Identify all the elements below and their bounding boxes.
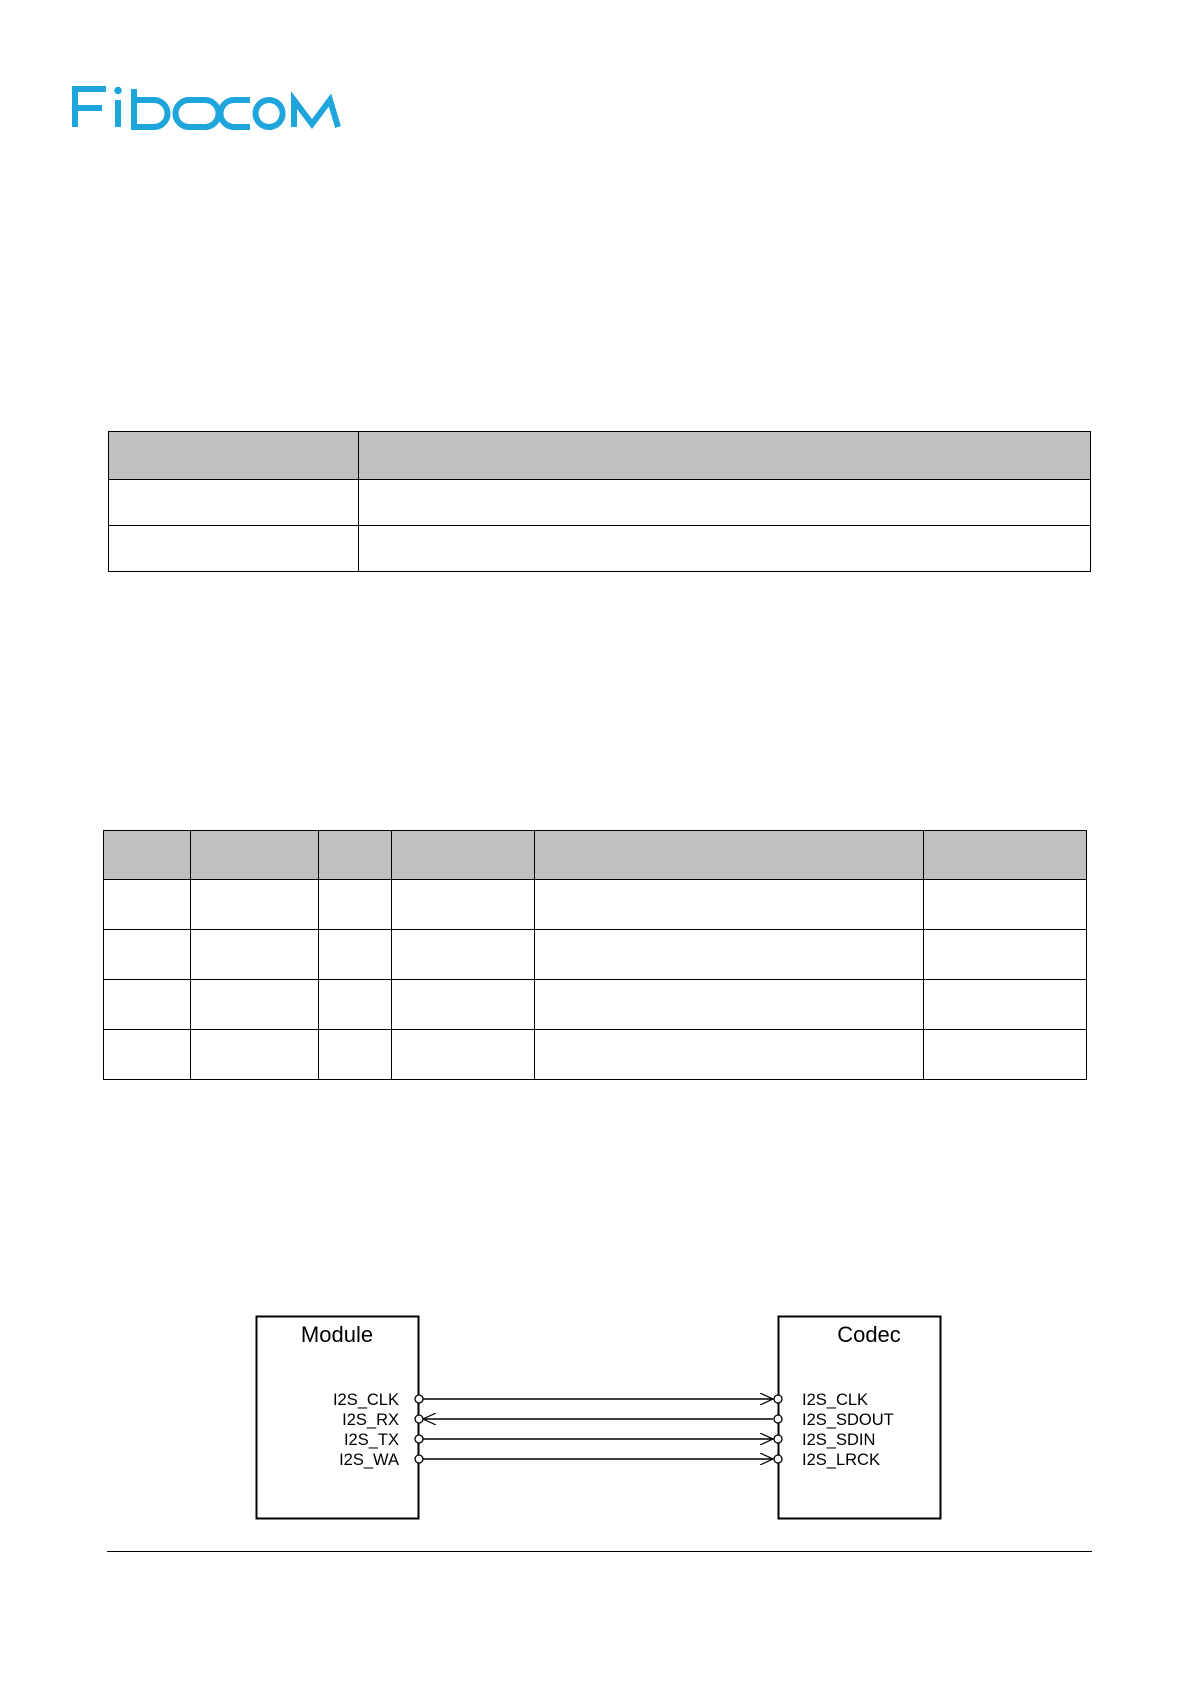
module-pin-label-i2s-clk: I2S_CLK xyxy=(332,1391,399,1409)
codec-pin-i2s-lrck xyxy=(774,1455,782,1463)
codec-pin-i2s-sdin xyxy=(774,1435,782,1443)
table-cell xyxy=(109,526,359,572)
codec-pin-i2s-clk xyxy=(774,1395,782,1403)
codec-pin-label-i2s-sdin: I2S_SDIN xyxy=(802,1431,876,1449)
table-1-header-cell xyxy=(109,432,359,480)
table-cell xyxy=(191,1030,319,1080)
table-2-header-cell xyxy=(191,831,319,880)
table-cell xyxy=(535,930,924,980)
table-cell xyxy=(191,880,319,930)
table-row xyxy=(104,980,1087,1030)
codec-title: Codec xyxy=(837,1322,901,1347)
module-pin-label-i2s-wa: I2S_WA xyxy=(339,1451,399,1469)
i2s-connection-diagram xyxy=(240,1305,960,1525)
table-cell xyxy=(924,980,1087,1030)
table-cell xyxy=(104,980,191,1030)
table-row xyxy=(109,480,1091,526)
table-cell xyxy=(535,880,924,930)
module-pin-i2s-clk xyxy=(415,1395,423,1403)
table-1-header-row xyxy=(109,432,1091,480)
table-1-header-cell xyxy=(359,432,1091,480)
table-cell xyxy=(319,880,392,930)
table-row xyxy=(109,526,1091,572)
module-pin-i2s-rx xyxy=(415,1415,423,1423)
table-2-header-row xyxy=(104,831,1087,880)
table-cell xyxy=(924,880,1087,930)
module-pin-i2s-tx xyxy=(415,1435,423,1443)
table-cell xyxy=(392,980,535,1030)
module-pin-label-i2s-tx: I2S_TX xyxy=(343,1431,399,1449)
table-cell xyxy=(319,930,392,980)
table-cell xyxy=(924,1030,1087,1080)
table-2-header-cell xyxy=(104,831,191,880)
table-2-header-cell xyxy=(319,831,392,880)
table-2 xyxy=(103,830,1087,1080)
table-row xyxy=(104,1030,1087,1080)
table-2-header-cell xyxy=(924,831,1087,880)
table-cell xyxy=(104,880,191,930)
table-cell xyxy=(535,1030,924,1080)
fibocom-logo xyxy=(72,86,342,130)
table-cell xyxy=(535,980,924,1030)
table-cell xyxy=(104,1030,191,1080)
module-pin-label-i2s-rx: I2S_RX xyxy=(342,1411,399,1429)
footer-divider xyxy=(107,1551,1092,1552)
codec-pin-label-i2s-lrck: I2S_LRCK xyxy=(802,1451,880,1469)
table-cell xyxy=(359,480,1091,526)
table-cell xyxy=(191,930,319,980)
table-cell xyxy=(924,930,1087,980)
table-cell xyxy=(319,1030,392,1080)
codec-pin-label-i2s-clk: I2S_CLK xyxy=(802,1391,869,1409)
table-2-header-cell xyxy=(392,831,535,880)
table-row xyxy=(104,930,1087,980)
table-cell xyxy=(359,526,1091,572)
codec-pin-i2s-sdout xyxy=(774,1415,782,1423)
table-cell xyxy=(392,880,535,930)
codec-pin-label-i2s-sdout: I2S_SDOUT xyxy=(802,1411,894,1429)
table-1 xyxy=(108,431,1091,572)
table-cell xyxy=(109,480,359,526)
module-title: Module xyxy=(300,1322,374,1347)
table-cell xyxy=(392,1030,535,1080)
table-cell xyxy=(319,980,392,1030)
table-cell xyxy=(392,930,535,980)
module-pin-i2s-wa xyxy=(415,1455,423,1463)
table-cell xyxy=(191,980,319,1030)
table-cell xyxy=(104,930,191,980)
table-2-header-cell xyxy=(535,831,924,880)
table-row xyxy=(104,880,1087,930)
